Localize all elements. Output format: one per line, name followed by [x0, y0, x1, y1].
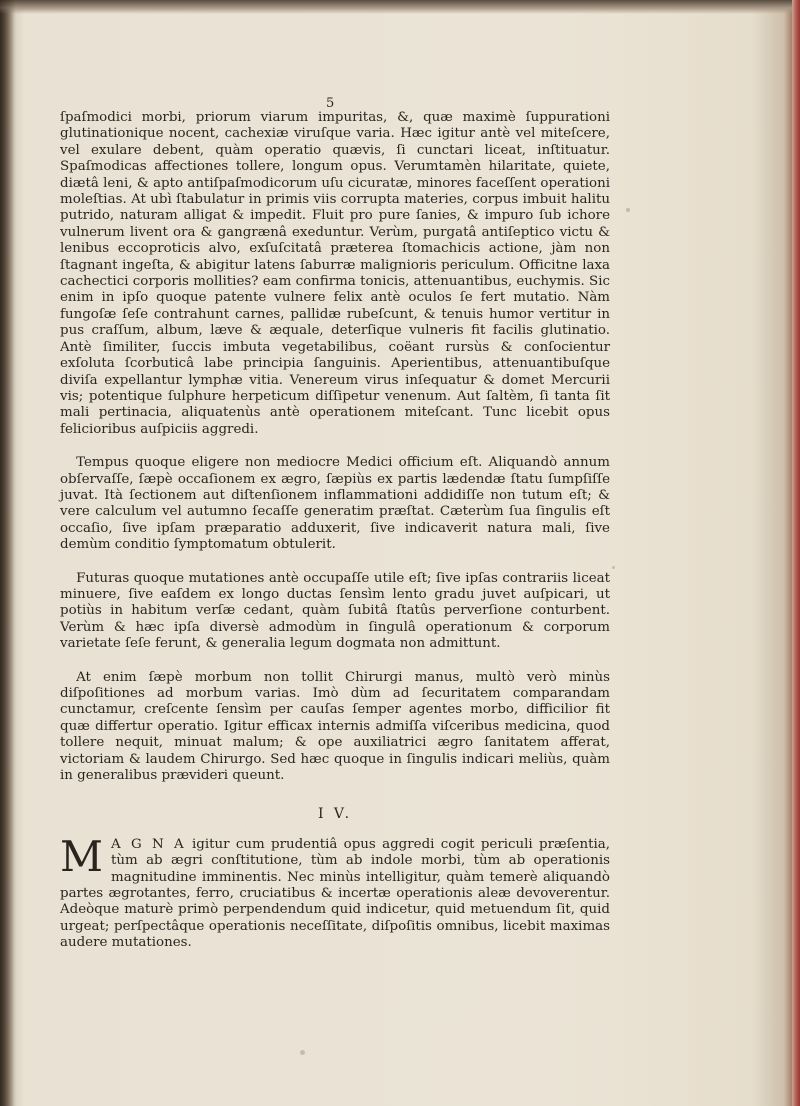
text-block: [60, 94, 610, 952]
binding-shadow: [0, 0, 16, 1106]
ink-spot: [612, 566, 615, 569]
section-paragraph-text: igitur cum prudentiâ opus aggredi cogit periculi præſentia, tùm ab ægri conſtitutione, tùm ab indole morbi, tùm ab operationis magnitudine imminentis. Nec minùs intelligitur, quàm temerè aliquandò partes ægrotantes, ferro, cruciatibus & incertæ operationis aleæ devoverentur. Adeòque maturè primò perpendendum quid indicetur, quid metuendum ſit, quid urgeat; perſpectâque operationis neceſſitate, diſpoſitis omnibus, licebit maximas audere mutationes.: [60, 836, 610, 951]
paragraph: At enim ſæpè morbum non tollit Chirurgi manus, multò verò minùs diſpoſitiones ad morbum varias. Imò dùm ad ſecuritatem comparandam cunctamur, creſcente ſensìm per cauſas ſemper agentes morbo, difficilior fit quæ differtur operatio. Igitur efficax internis admiſſa viſceribus medicina, quod tollere nequit, minuat malum; & ope auxiliatrici ægro ſanitatem afferat, victoriam & laudem Chirurgo. Sed hæc quoque in ſingulis indicari meliùs, quàm in generalibus prævideri queunt.: [60, 669, 610, 784]
section-heading: I V.: [317, 806, 353, 823]
page-number: 5: [326, 96, 335, 111]
paragraph: ſpaſmodici morbi, priorum viarum impuritas, &, quæ maximè ſuppurationi glutinationique nocent, cachexiæ viruſque varia. Hæc igitur antè vel miteſcere, vel exulare debent, quàm operatio quævis, ſi cunctari liceat, inſtituatur. Spaſmodicas affectiones tollere, longum opus. Verumtamèn hilaritate, quiete, diætâ leni, & apto antiſpaſmodicorum uſu cicuratæ, minores faceſſent operationi moleſtias. At ubì ſtabulatur in primis viis corrupta materies, corpus imbuit halitu putrido, naturam alligat & impedit. Fluit pro pure ſanies, & impuro ſub ichore vulnerum livent ora & gangrænâ exeduntur. Verùm, purgatâ antiſeptico victu & lenibus eccoproticis alvo, exſuſcitatâ præterea ſtomachicis actione, jàm non ſtagnant ingeſta, & abigitur latens ſaburræ malignioris periculum. Officitne laxa cachectici corporis mollities? eam confirma tonicis, attenuantibus, euchymis. Sic enim in ipſo quoque patente vulnere felix antè oculos ſe fert mutatio. Nàm fungoſæ ſeſe contrahunt carnes, pallidæ rubeſcunt, & tenuis humor vertitur in pus craſſum, album, læve & æquale, deterſique vulneris fit facilis glutinatio. Antè ſimiliter, ſuccis imbuta vegetabilibus, coëant rursùs & conſocientur exſoluta ſcorbuticâ labe principia ſanguinis. Aperientibus, attenuantibuſque diviſa expellantur lymphæ vitia. Venereum virus inſequatur & domet Mercurii vis; potentique ſulphure herpeticum diſſipetur venenum. Aut ſaltèm, ſi tanta ſit mali pertinacia, aliquatenùs antè operationem miteſcant. Tunc licebit opus felicioribus auſpiciis aggredi.: [60, 110, 610, 437]
ink-spot: [300, 1050, 305, 1055]
paragraph: Tempus quoque eligere non mediocre Medici officium eſt. Aliquandò annum obſervaſſe, ſæpè occaſionem ex ægro, ſæpiùs ex partis lædendæ ſtatu ſumpſiſſe juvat. Ità ſectionem aut diſtenſionem inflammationi addidiſſe non tutum eſt; & vere calculum vel autumno ſecaſſe generatim præſtat. Cæterùm ſua ſingulis eſt occaſio, ſive ipſam præparatio adduxerit, ſive indicaverit natura mali, ſive demùm conditio ſymptomatum obtulerit.: [60, 455, 610, 553]
ink-spot: [626, 208, 630, 212]
drop-capital: M: [60, 831, 104, 881]
lead-capitals: A G N A: [111, 836, 186, 852]
paragraph: Futuras quoque mutationes antè occupaſſe utile eſt; ſive ipſas contrariis liceat minuere, ſive eaſdem ex longo ductas ſensìm lento gradu juvet auſpicari, ut potiùs in habitum verſæ cedant, quàm ſubitâ ſtatûs perverſione conturbent. Verùm & hæc ipſa diversè admodùm in ſingulâ operationum & corporum varietate ſeſe ferunt, & generalia legum dogmata non admittunt.: [60, 570, 610, 652]
section-paragraph: [60, 831, 610, 952]
page-top-edge: [0, 0, 800, 14]
page-right-edge: [792, 0, 800, 1106]
